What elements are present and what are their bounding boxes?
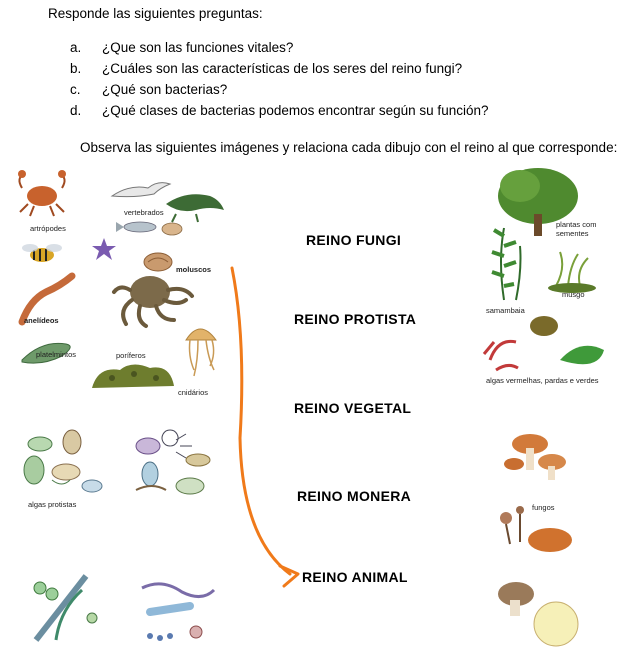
label-vertebrates: vertebrados — [124, 208, 164, 217]
jellyfish-illustration — [186, 329, 216, 376]
kingdom-protista: REINO PROTISTA — [294, 311, 417, 327]
kingdom-monera: REINO MONERA — [297, 488, 412, 504]
question-letter: c. — [70, 82, 81, 97]
intro-text: Responde las siguientes preguntas: — [48, 6, 263, 21]
fish-illustration — [116, 222, 156, 232]
mushroom-illustration-1 — [504, 434, 566, 480]
protist-illustration-1 — [24, 430, 102, 492]
question-text: ¿Cuáles son las características de los seres del reino fungi? — [102, 61, 463, 76]
octopus-illustration — [114, 276, 192, 326]
starfish-illustration — [92, 238, 116, 260]
shell-illustration — [144, 253, 172, 271]
label-sponges: poríferos — [116, 351, 146, 360]
sponge-illustration — [92, 364, 174, 388]
label-fern: samambaia — [486, 306, 525, 315]
kingdom-animal: REINO ANIMAL — [302, 569, 408, 585]
label-arthropods: artrópodes — [30, 224, 66, 233]
fern-illustration — [492, 228, 521, 300]
crocodile-illustration — [166, 194, 224, 222]
label-fungi: fungos — [532, 503, 555, 512]
label-cnidarians: cnidários — [178, 388, 209, 397]
answer-arrow — [232, 268, 298, 586]
question-text: ¿Qué son bacterias? — [102, 82, 228, 97]
question-letter: d. — [70, 103, 82, 118]
label-seed-plants: plantas com sementes — [556, 220, 597, 238]
instruction-text: Observa las siguientes imágenes y relaciona cada dibujo con el reino al que corresponde: — [80, 140, 618, 155]
question-letter: a. — [70, 40, 82, 55]
clam-illustration — [162, 223, 182, 235]
kingdom-fungi: REINO FUNGI — [306, 232, 402, 248]
bacteria-illustration-2 — [142, 584, 214, 641]
mushroom-illustration-2 — [500, 506, 572, 552]
label-moss: musgo — [562, 290, 585, 299]
mushroom-illustration-3 — [498, 582, 578, 646]
label-protists: algas protistas — [28, 500, 77, 509]
label-algae: algas vermelhas, pardas e verdes — [486, 376, 599, 385]
question-text: ¿Qué clases de bacterias podemos encontrar según su función? — [102, 103, 489, 118]
label-annelids: anelídeos — [24, 316, 59, 325]
moss-illustration — [548, 252, 596, 293]
bacteria-illustration-1 — [34, 576, 97, 640]
question-text: ¿Que son las funciones vitales? — [102, 40, 294, 55]
protist-illustration-2 — [136, 430, 210, 494]
wasp-illustration — [22, 244, 62, 262]
algae-illustration — [484, 316, 604, 370]
kingdom-vegetal: REINO VEGETAL — [294, 400, 412, 416]
crab-illustration — [18, 170, 66, 216]
bird-illustration — [112, 183, 170, 197]
question-letter: b. — [70, 61, 82, 76]
label-flatworms: platelmintos — [36, 350, 77, 359]
label-mollusks: moluscos — [176, 265, 212, 274]
